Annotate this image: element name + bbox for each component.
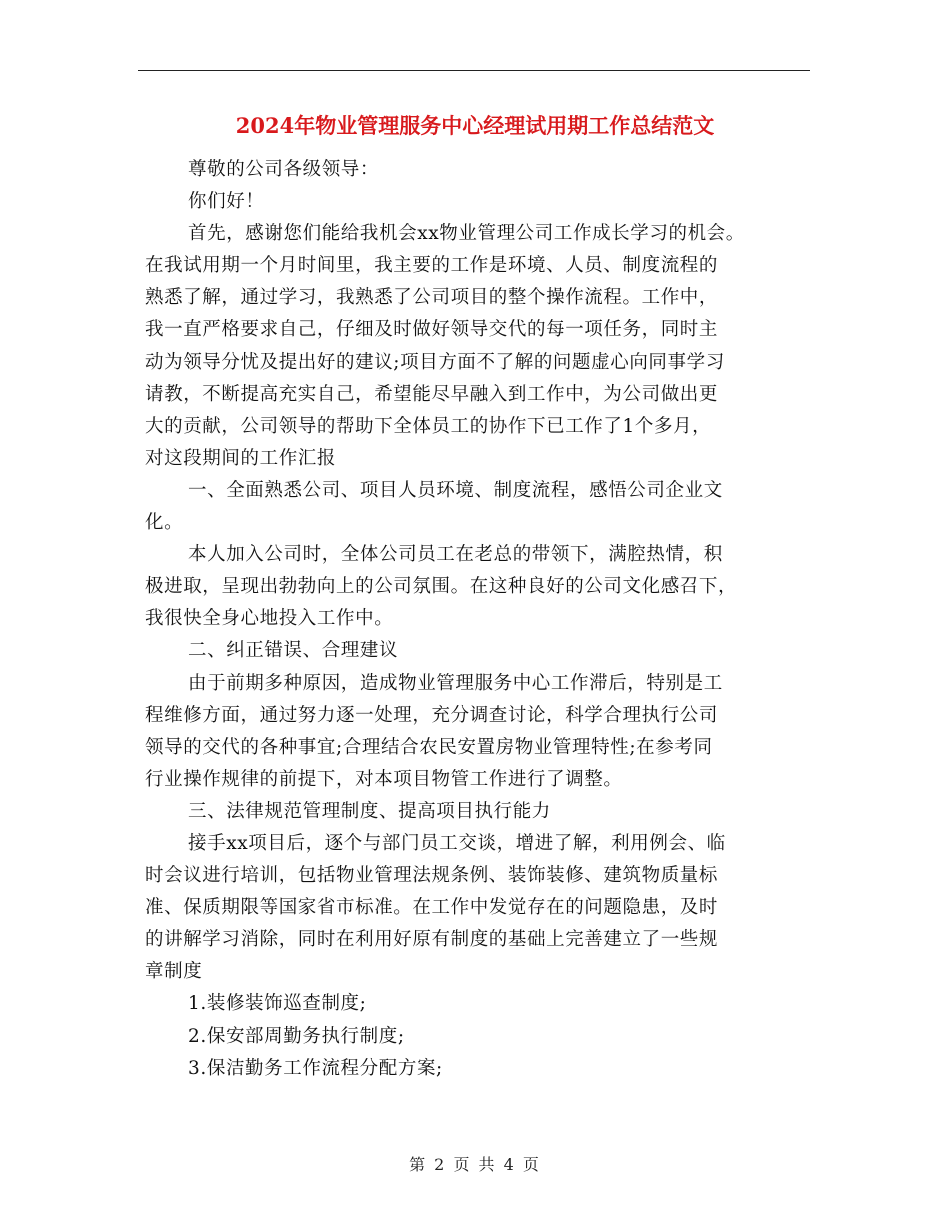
page-footer: 第 2 页 共 4 页	[409, 1155, 541, 1174]
text-line: 对这段期间的工作汇报	[145, 447, 337, 469]
text-line: 领导的交代的各种事宜;合理结合农民安置房物业管理特性;在参考同	[145, 736, 713, 758]
text-line: 熟悉了解，通过学习，我熟悉了公司项目的整个操作流程。工作中，	[145, 287, 719, 309]
text-line: 程维修方面，通过努力逐一处理，充分调查讨论，科学合理执行公司	[145, 704, 719, 726]
text-line: 首先，感谢您们能给我机会xx物业管理公司工作成长学习的机会。	[188, 223, 745, 245]
text-line: 准、保质期限等国家省市标准。在工作中发觉存在的问题隐患，及时	[145, 897, 719, 919]
text-line: 一、全面熟悉公司、项目人员环境、制度流程，感悟公司企业文	[188, 479, 723, 501]
text-line: 由于前期多种原因，造成物业管理服务中心工作滞后，特别是工	[188, 672, 723, 694]
text-line: 我很快全身心地投入工作中。	[145, 608, 394, 630]
text-line: 请教，不断提高充实自己，希望能尽早融入到工作中，为公司做出更	[145, 383, 719, 405]
text-line: 极进取，呈现出勃勃向上的公司氛围。在这种良好的公司文化感召下，	[145, 576, 738, 598]
text-line: 时会议进行培训，包括物业管理法规条例、装饰装修、建筑物质量标	[145, 865, 719, 887]
document-title: 2024年物业管理服务中心经理试用期工作总结范文	[235, 113, 715, 138]
text-line: 在我试用期一个月时间里，我主要的工作是环境、人员、制度流程的	[145, 255, 719, 277]
text-line: 本人加入公司时，全体公司员工在老总的带领下，满腔热情，积	[188, 544, 723, 566]
text-line: 1.装修装饰巡查制度;	[188, 993, 367, 1015]
text-line: 3.保洁勤务工作流程分配方案;	[188, 1057, 443, 1079]
text-line: 2.保安部周勤务执行制度;	[188, 1025, 405, 1047]
text-line: 尊敬的公司各级领导：	[188, 159, 380, 180]
text-line: 你们好！	[188, 191, 265, 213]
text-line: 行业操作规律的前提下，对本项目物管工作进行了调整。	[145, 768, 623, 790]
document-body	[145, 154, 825, 1085]
text-line: 三、法律规范管理制度、提高项目执行能力	[188, 800, 551, 822]
text-line: 大的贡献，公司领导的帮助下全体员工的协作下已工作了1个多月，	[145, 415, 712, 437]
text-line: 章制度	[145, 961, 203, 983]
header-rule	[138, 70, 810, 71]
text-line: 动为领导分忧及提出好的建议;项目方面不了解的问题虚心向同事学习	[145, 351, 725, 373]
text-line: 我一直严格要求自己，仔细及时做好领导交代的每一项任务，同时主	[145, 319, 719, 341]
text-line: 的讲解学习消除，同时在利用好原有制度的基础上完善建立了一些规	[145, 929, 719, 951]
text-line: 接手xx项目后，逐个与部门员工交谈，增进了解，利用例会、临	[188, 832, 726, 854]
text-line: 化。	[145, 512, 184, 534]
text-line: 二、纠正错误、合理建议	[188, 640, 399, 662]
